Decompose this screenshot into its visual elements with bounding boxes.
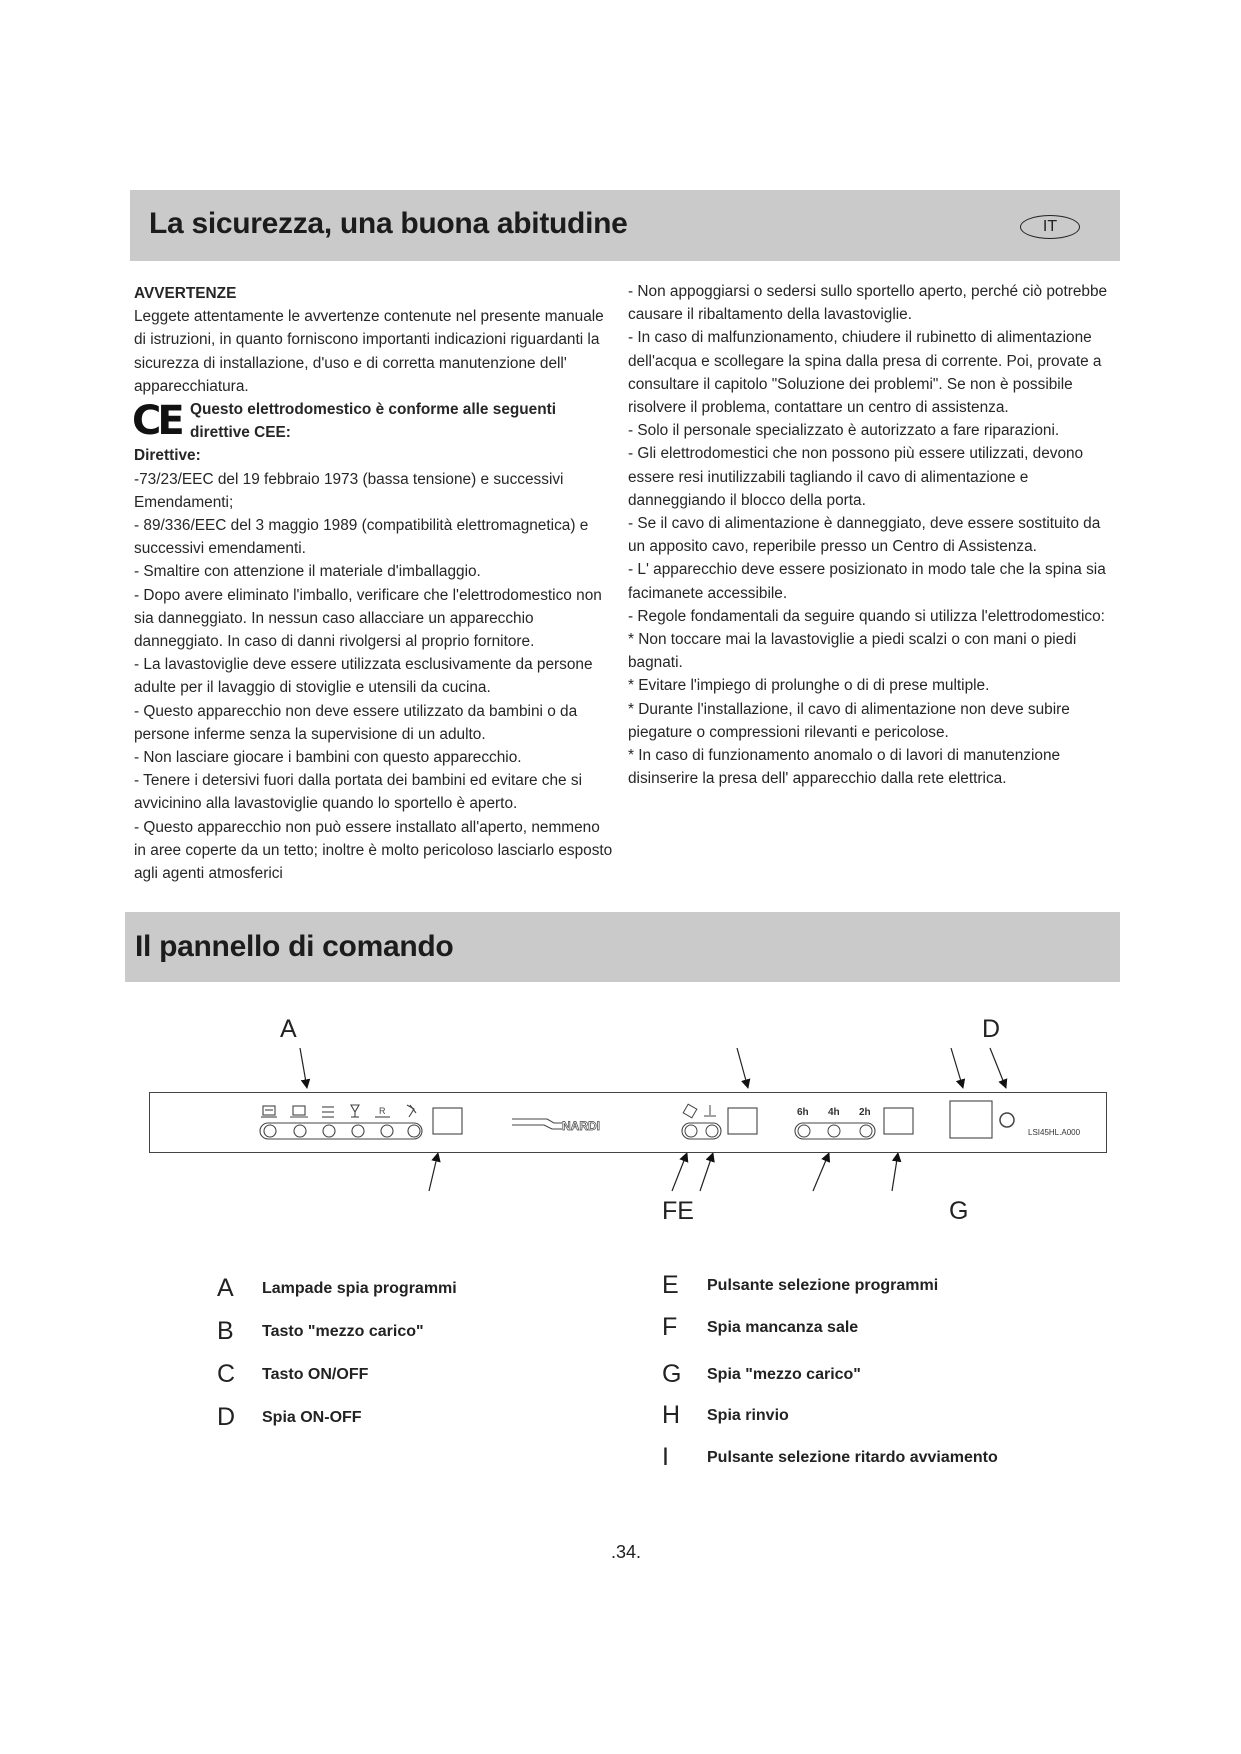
right-paragraph: - L' apparecchio deve essere posizionato in modo tale che la spina sia facimanete accessibile. <box>628 561 1106 602</box>
delay-select-button[interactable] <box>884 1108 913 1134</box>
delay-label-2h: 2h <box>859 1107 871 1118</box>
callout-label-d: D <box>982 1015 1001 1043</box>
callout-label-g: G <box>949 1197 969 1225</box>
glass-icon <box>351 1105 359 1117</box>
delay-lamp <box>860 1125 872 1137</box>
casserole-icon <box>290 1106 308 1117</box>
program-select-button[interactable] <box>728 1108 757 1134</box>
left-paragraph: - La lavastoviglie deve essere utilizzata esclusivamente da persone adulte per il lavaggio di stoviglie e utensili da cucina. <box>134 656 593 697</box>
right-paragraph: * Non toccare mai la lavastoviglie a piedi scalzi o con mani o piedi bagnati. <box>628 631 1077 672</box>
warnings-heading: AVVERTENZE <box>134 285 237 302</box>
page-number: .34. <box>611 1542 642 1562</box>
half-load-indicator-lamp <box>706 1125 718 1137</box>
ce-statement: Questo elettrodomestico è conforme alle seguenti direttive CEE: <box>190 401 557 442</box>
right-paragraph: - Non appoggiarsi o sedersi sullo sportello aperto, perché ciò potrebbe causare il ribaltamento della lavastoviglie. <box>628 283 1108 324</box>
model-code: LSI45HL.A000 <box>1028 1128 1081 1137</box>
left-paragraph: - Non lasciare giocare i bambini con questo apparecchio. <box>134 749 522 767</box>
section-title-safety: La sicurezza, una buona abitudine <box>149 207 628 240</box>
left-paragraph: -73/23/EEC del 19 febbraio 1973 (bassa tensione) e successivi Emendamenti; <box>134 470 564 511</box>
rinse-icon <box>375 1106 390 1117</box>
left-paragraph: - Questo apparecchio non deve essere utilizzato da bambini o da persone inferme senza la supervisione di un adulto. <box>134 702 578 743</box>
right-paragraph: - Se il cavo di alimentazione è danneggiato, deve essere sostituito da un apposito cavo, reperibile presso un Centro di Assistenza. <box>628 515 1101 556</box>
delay-lamp <box>798 1125 810 1137</box>
dishes-icon <box>322 1107 334 1117</box>
delay-label-6h: 6h <box>797 1107 809 1118</box>
control-panel <box>149 1092 1107 1153</box>
left-paragraph: - Dopo avere eliminato l'imballo, verificare che l'elettrodomestico non sia danneggiato. In nessun caso allacciare un apparecchio danneggiato. In caso di danni rivolgersi al proprio fornitore. <box>134 586 602 651</box>
left-paragraph: - Smaltire con attenzione il materiale d'imballaggio. <box>134 563 481 581</box>
warnings-intro: Leggete attentamente le avvertenze contenute nel presente manuale di istruzioni, in quanto forniscono importanti indicazioni riguardanti la sicurezza di installazione, d'uso e di corretta manutenzione dell' apparecchiatura. <box>134 308 604 395</box>
pot-icon <box>261 1106 277 1117</box>
callout-label-fe: FE <box>662 1197 694 1225</box>
right-paragraph: * In caso di funzionamento anomalo o di lavori di manutenzione disinserire la presa dell' apparecchio dalla rete elettrica. <box>628 747 1061 788</box>
callout-label-a: A <box>280 1015 297 1043</box>
svg-text:R: R <box>379 1106 386 1116</box>
program-lamps <box>264 1125 420 1137</box>
half-load-button[interactable] <box>433 1108 462 1134</box>
eco-icon <box>407 1105 416 1117</box>
program-lamp-strip <box>260 1123 422 1139</box>
section-title-panel: Il pannello di comando <box>135 930 454 963</box>
brand-logo <box>512 1119 600 1133</box>
directives-heading: Direttive: <box>134 447 201 465</box>
salt-icon <box>683 1104 697 1118</box>
ce-mark-icon: CE <box>132 398 181 445</box>
right-paragraph: - In caso di malfunzionamento, chiudere il rubinetto di alimentazione dell'acqua e scollegare la spina dalla presa di corrente. Poi, provate a consultare il capitolo "Soluzione dei problemi". Se non è possibile risolvere il problema, contattare un centro di assistenza. <box>628 329 1102 417</box>
right-paragraph: * Durante l'installazione, il cavo di alimentazione non deve subire piegature o compressioni rilevanti e pericolose. <box>628 700 1070 741</box>
half-load-icon <box>704 1105 716 1116</box>
salt-indicator-lamp <box>685 1125 697 1137</box>
delay-lamp <box>828 1125 840 1137</box>
on-off-indicator <box>1000 1113 1014 1127</box>
right-paragraph: - Regole fondamentali da seguire quando si utilizza l'elettrodomestico: <box>628 607 1105 625</box>
on-off-button[interactable] <box>950 1101 992 1138</box>
right-paragraph: * Evitare l'impiego di prolunghe o di di prese multiple. <box>628 677 990 695</box>
right-paragraph: - Gli elettrodomestici che non possono più essere utilizzati, devono essere resi inutilizzabili tagliando il cavo di alimentazione e danneggiando il blocco della porta. <box>628 445 1084 509</box>
svg-text:NARDI: NARDI <box>562 1119 600 1133</box>
left-paragraph: - 89/336/EEC del 3 maggio 1989 (compatibilità elettromagnetica) e successivi emendamenti. <box>134 517 589 558</box>
left-paragraph: - Questo apparecchio non può essere installato all'aperto, nemmeno in aree coperte da un tetto; inoltre è molto pericoloso lasciarlo esposto agli agenti atmosferici <box>134 818 613 883</box>
delay-label-4h: 4h <box>828 1107 840 1118</box>
language-badge: IT <box>1020 215 1080 239</box>
right-paragraph: - Solo il personale specializzato è autorizzato a fare riparazioni. <box>628 422 1060 440</box>
left-paragraph: - Tenere i detersivi fuori dalla portata dei bambini ed evitare che si avvicinino alla lavastoviglie quando lo sportello è aperto. <box>134 772 582 813</box>
